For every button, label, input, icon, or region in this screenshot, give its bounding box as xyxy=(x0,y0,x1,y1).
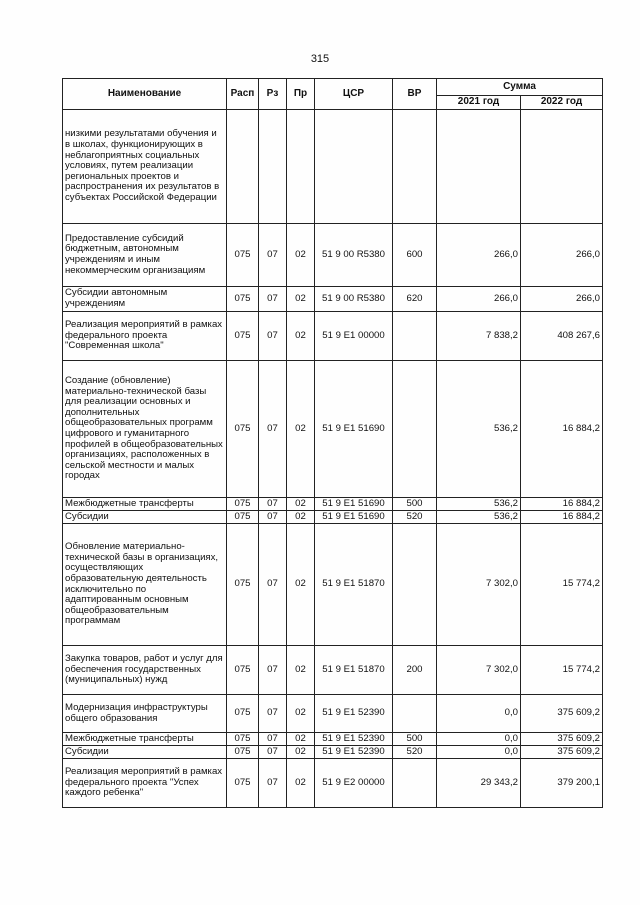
cell-rasp: 075 xyxy=(227,733,259,746)
cell-2022: 379 200,1 xyxy=(521,759,603,808)
cell-rz: 07 xyxy=(259,746,287,759)
cell-pr: 02 xyxy=(287,695,315,733)
cell-2022: 16 884,2 xyxy=(521,511,603,524)
cell-vr: 520 xyxy=(393,511,437,524)
cell-2021: 7 302,0 xyxy=(437,646,521,695)
cell-vr: 500 xyxy=(393,733,437,746)
cell-pr: 02 xyxy=(287,733,315,746)
header-2022: 2022 год xyxy=(521,96,603,110)
cell-2021: 536,2 xyxy=(437,511,521,524)
table-row xyxy=(63,695,603,733)
cell-pr: 02 xyxy=(287,746,315,759)
header-rasp: Расп xyxy=(227,79,259,110)
cell-rz: 07 xyxy=(259,511,287,524)
cell-csr: 51 9 E1 51870 xyxy=(315,646,393,695)
header-name: Наименование xyxy=(63,79,227,110)
cell-csr: 51 9 E2 00000 xyxy=(315,759,393,808)
table-row xyxy=(63,646,603,695)
header-pr: Пр xyxy=(287,79,315,110)
cell-rz: 07 xyxy=(259,759,287,808)
cell-2021: 266,0 xyxy=(437,287,521,312)
cell-vr xyxy=(393,524,437,646)
cell-pr: 02 xyxy=(287,361,315,498)
cell-csr: 51 9 E1 00000 xyxy=(315,312,393,361)
cell-rz: 07 xyxy=(259,312,287,361)
cell-2022: 16 884,2 xyxy=(521,498,603,511)
cell-pr: 02 xyxy=(287,312,315,361)
cell-name: Межбюджетные трансферты xyxy=(63,498,227,511)
cell-vr xyxy=(393,695,437,733)
budget-table xyxy=(62,78,603,808)
cell-name: Субсидии xyxy=(63,746,227,759)
cell-name: низкими результатами обучения и в школах, функционирующих в неблагоприятных социальных условиях, путем реализации региональных проектов и распространения их результатов в субъектах Российской Федерации xyxy=(63,110,227,224)
cell-rz: 07 xyxy=(259,224,287,287)
cell-2021: 0,0 xyxy=(437,746,521,759)
cell-rasp xyxy=(227,110,259,224)
cell-rasp: 075 xyxy=(227,224,259,287)
cell-csr: 51 9 E1 51870 xyxy=(315,524,393,646)
cell-csr: 51 9 E1 52390 xyxy=(315,695,393,733)
cell-pr: 02 xyxy=(287,287,315,312)
cell-name: Закупка товаров, работ и услуг для обеспечения государственных (муниципальных) нужд xyxy=(63,646,227,695)
cell-vr: 500 xyxy=(393,498,437,511)
table-row xyxy=(63,224,603,287)
cell-rz: 07 xyxy=(259,361,287,498)
cell-2022: 408 267,6 xyxy=(521,312,603,361)
cell-2022: 375 609,2 xyxy=(521,746,603,759)
cell-csr: 51 9 E1 52390 xyxy=(315,746,393,759)
cell-vr: 620 xyxy=(393,287,437,312)
cell-rz: 07 xyxy=(259,498,287,511)
cell-name: Субсидии xyxy=(63,511,227,524)
cell-2021: 0,0 xyxy=(437,695,521,733)
cell-rasp: 075 xyxy=(227,361,259,498)
cell-vr: 520 xyxy=(393,746,437,759)
cell-vr xyxy=(393,312,437,361)
cell-vr xyxy=(393,110,437,224)
cell-csr: 51 9 E1 52390 xyxy=(315,733,393,746)
table-row xyxy=(63,361,603,498)
cell-2022: 266,0 xyxy=(521,224,603,287)
table-row xyxy=(63,110,603,224)
cell-2021: 7 302,0 xyxy=(437,524,521,646)
cell-vr xyxy=(393,361,437,498)
cell-pr: 02 xyxy=(287,524,315,646)
cell-vr: 600 xyxy=(393,224,437,287)
cell-pr: 02 xyxy=(287,224,315,287)
cell-rz: 07 xyxy=(259,646,287,695)
cell-rasp: 075 xyxy=(227,498,259,511)
cell-2022: 375 609,2 xyxy=(521,695,603,733)
header-2021: 2021 год xyxy=(437,96,521,110)
cell-2022: 15 774,2 xyxy=(521,646,603,695)
cell-name: Обновление материально-технической базы в организациях, осуществляющих образовательную деятельность исключительно по адаптированным основным общеобразовательным программам xyxy=(63,524,227,646)
cell-vr xyxy=(393,759,437,808)
cell-pr: 02 xyxy=(287,511,315,524)
cell-name: Реализация мероприятий в рамках федерального проекта "Современная школа" xyxy=(63,312,227,361)
cell-rasp: 075 xyxy=(227,312,259,361)
cell-name: Реализация мероприятий в рамках федерального проекта "Успех каждого ребенка" xyxy=(63,759,227,808)
cell-pr: 02 xyxy=(287,498,315,511)
header-csr: ЦСР xyxy=(315,79,393,110)
cell-rasp: 075 xyxy=(227,759,259,808)
cell-2022: 375 609,2 xyxy=(521,733,603,746)
cell-csr: 51 9 00 R5380 xyxy=(315,224,393,287)
table-row xyxy=(63,733,603,746)
cell-2022: 266,0 xyxy=(521,287,603,312)
cell-rz: 07 xyxy=(259,695,287,733)
cell-rz: 07 xyxy=(259,524,287,646)
cell-2021: 7 838,2 xyxy=(437,312,521,361)
cell-2021 xyxy=(437,110,521,224)
cell-pr: 02 xyxy=(287,759,315,808)
cell-2021: 536,2 xyxy=(437,498,521,511)
cell-vr: 200 xyxy=(393,646,437,695)
cell-csr: 51 9 00 R5380 xyxy=(315,287,393,312)
cell-name: Субсидии автономным учреждениям xyxy=(63,287,227,312)
table-row xyxy=(63,511,603,524)
cell-csr: 51 9 E1 51690 xyxy=(315,511,393,524)
cell-rasp: 075 xyxy=(227,287,259,312)
cell-pr: 02 xyxy=(287,646,315,695)
cell-rasp: 075 xyxy=(227,746,259,759)
cell-name: Предоставление субсидий бюджетным, автономным учреждениям и иным некоммерческим организациям xyxy=(63,224,227,287)
cell-name: Модернизация инфраструктуры общего образования xyxy=(63,695,227,733)
cell-name: Межбюджетные трансферты xyxy=(63,733,227,746)
cell-2022 xyxy=(521,110,603,224)
cell-csr: 51 9 E1 51690 xyxy=(315,498,393,511)
cell-rasp: 075 xyxy=(227,695,259,733)
cell-rz: 07 xyxy=(259,733,287,746)
cell-2021: 0,0 xyxy=(437,733,521,746)
table-row xyxy=(63,498,603,511)
table-row xyxy=(63,287,603,312)
cell-2022: 15 774,2 xyxy=(521,524,603,646)
cell-2021: 536,2 xyxy=(437,361,521,498)
cell-rasp: 075 xyxy=(227,511,259,524)
header-sum: Сумма xyxy=(437,79,603,96)
header-rz: Рз xyxy=(259,79,287,110)
table-row xyxy=(63,759,603,808)
cell-csr: 51 9 E1 51690 xyxy=(315,361,393,498)
cell-rasp: 075 xyxy=(227,646,259,695)
table-row xyxy=(63,524,603,646)
cell-rz: 07 xyxy=(259,287,287,312)
cell-name: Создание (обновление) материально-технической базы для реализации основных и дополнительных общеобразовательных программ цифрового и гуманитарного профилей в общеобразовательных организациях, расположенных в сельской местности и малых городах xyxy=(63,361,227,498)
cell-rz xyxy=(259,110,287,224)
table-row xyxy=(63,312,603,361)
cell-csr xyxy=(315,110,393,224)
cell-rasp: 075 xyxy=(227,524,259,646)
cell-2021: 266,0 xyxy=(437,224,521,287)
table-row xyxy=(63,746,603,759)
cell-2021: 29 343,2 xyxy=(437,759,521,808)
cell-pr xyxy=(287,110,315,224)
cell-2022: 16 884,2 xyxy=(521,361,603,498)
header-vr: ВР xyxy=(393,79,437,110)
page-number: 315 xyxy=(310,53,330,65)
